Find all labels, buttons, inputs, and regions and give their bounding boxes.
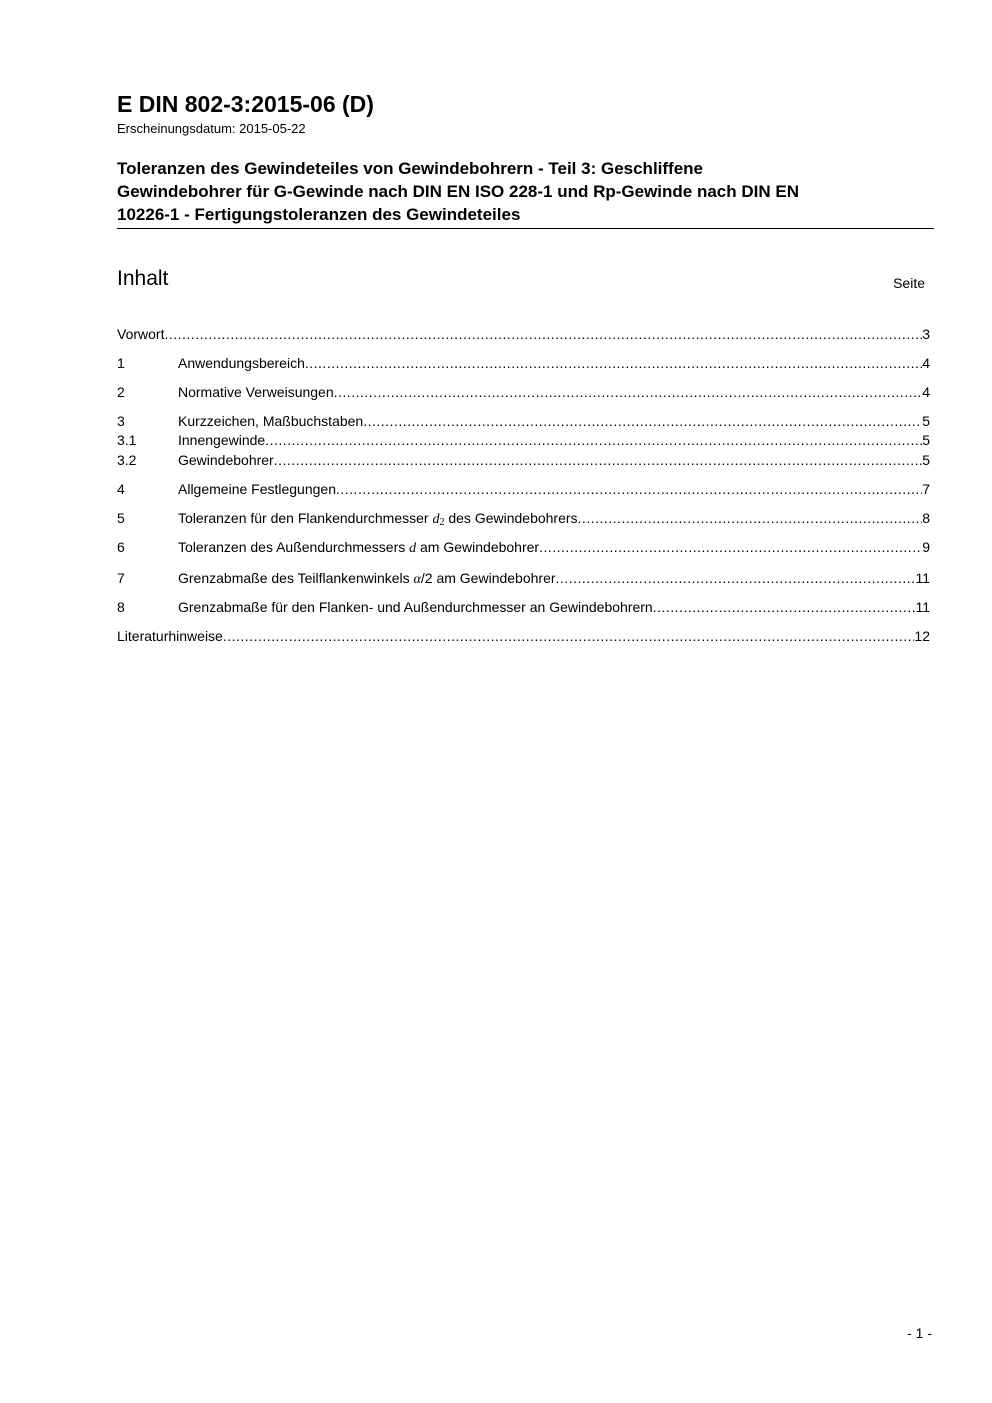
toc-entry-text: Normative Verweisungen [178,384,334,400]
symbol-d: d [432,512,440,527]
document-title [117,157,934,229]
publication-date: Erscheinungsdatum: 2015-05-22 [117,121,306,136]
title-line-3: 10226-1 - Fertigungstoleranzen des Gewindeteiles [117,205,521,224]
toc-entry-page: 11 [915,599,930,615]
toc-entry-5[interactable] [117,509,930,527]
toc-entry-number: 2 [117,384,125,400]
toc-entry-1[interactable] [117,354,930,372]
title-line-2: Gewindebohrer für G-Gewinde nach DIN EN ISO 228-1 und Rp-Gewinde nach DIN EN [117,182,799,201]
toc-entry-text-b: des Gewindebohrers [448,510,578,526]
leader-dots [539,538,922,556]
toc-entry-text: Vorwort [117,326,165,342]
title-line-1: Toleranzen des Gewindeteiles von Gewindebohrern - Teil 3: Geschliffene [117,159,704,178]
toc-entry-number: 6 [117,539,125,555]
leader-dots [336,480,922,498]
toc-entry-text-a: Toleranzen des Außendurchmessers [178,539,406,555]
leader-dots [653,598,916,616]
toc-entry-text: Kurzzeichen, Maßbuchstaben [178,413,364,429]
leader-dots [164,325,922,343]
toc-entry-page: 12 [914,628,930,644]
toc-entry-7[interactable] [117,569,930,587]
toc-entry-text [178,538,539,558]
document-id: E DIN 802-3:2015-06 (D) [117,91,374,117]
toc-entry-text-b: /2 am Gewindebohrer [420,570,556,586]
toc-entry-text [178,509,578,532]
symbol-d: d [409,541,417,556]
toc-entry-text: Innengewinde [178,432,266,448]
toc-entry-text: Allgemeine Festlegungen [178,481,336,497]
toc-entry-page: 5 [922,432,930,448]
toc-entry-8[interactable] [117,598,930,616]
toc-entry-page: 11 [915,570,930,586]
toc-entry-text-b: am Gewindebohrer [420,539,540,555]
toc-entry-number: 3 [117,413,125,429]
toc-entry-number: 1 [117,355,125,371]
toc-entry-number: 7 [117,570,125,586]
toc-entry-page: 3 [922,326,930,342]
leader-dots [274,451,922,469]
leader-dots [578,509,923,527]
leader-dots [556,569,916,587]
toc-entry-6[interactable] [117,538,930,556]
toc-entry-text [178,569,556,589]
toc-entry-2[interactable] [117,383,930,401]
toc-entry-text-a: Grenzabmaße des Teilflankenwinkels [178,570,410,586]
toc-entry-text: Grenzabmaße für den Flanken- und Außendurchmesser an Gewindebohrern [178,599,653,615]
toc-entry-3-1[interactable] [117,431,930,449]
symbol-alpha: α [413,572,421,587]
toc-page-label: Seite [893,275,925,291]
toc-heading: Inhalt [117,267,169,290]
toc-entry-number: 3.1 [117,432,137,448]
toc-entry-page: 8 [922,510,930,526]
toc-entry-number: 5 [117,510,125,526]
toc-entry-text: Gewindebohrer [178,452,274,468]
toc-entry-text-a: Toleranzen für den Flankendurchmesser [178,510,429,526]
toc-entry-text: Anwendungsbereich [178,355,305,371]
toc-entry-page: 4 [922,355,930,371]
toc-entry-3[interactable] [117,412,930,430]
toc-entry-number: 8 [117,599,125,615]
toc-entry-page: 5 [922,452,930,468]
toc-entry-page: 5 [922,413,930,429]
toc-entry-page: 4 [922,384,930,400]
symbol-subscript: 2 [439,517,445,528]
leader-dots [265,431,922,449]
toc-entry-number: 3.2 [117,452,137,468]
page-number: - 1 - [907,1325,932,1341]
toc-entry-literaturhinweise[interactable] [117,627,930,645]
toc-entry-page: 7 [922,481,930,497]
leader-dots [223,627,915,645]
toc-entry-3-2[interactable] [117,451,930,469]
toc-heading-row [117,267,925,297]
toc-entry-number: 4 [117,481,125,497]
leader-dots [363,412,922,430]
toc-entry-text: Literaturhinweise [117,628,223,644]
toc-entry-4[interactable] [117,480,930,498]
toc-entry-page: 9 [922,539,930,555]
document-header [117,90,934,229]
leader-dots [334,383,923,401]
leader-dots [305,354,922,372]
toc-entry-vorwort[interactable] [117,325,930,343]
